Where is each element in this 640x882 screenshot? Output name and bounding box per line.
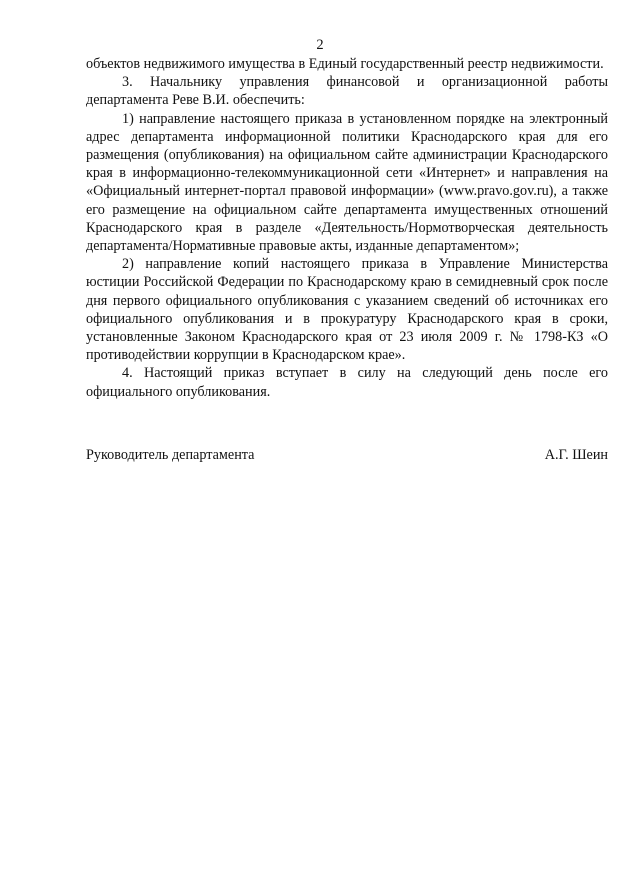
paragraph-item-3: 3. Начальнику управления финансовой и организационной работы департамента Реве В.И. обеспечить: [86,74,608,109]
paragraph-continuation: объектов недвижимого имущества в Единый государственный реестр недвижимости. [86,56,604,72]
signature-block [86,446,608,464]
paragraph-subitem-2: 2) направление копий настоящего приказа в Управление Министерства юстиции Российской Федерации по Краснодарскому краю в семидневный срок после дня первого официального опубликования с указанием сведений об источниках его официального опубликования и в прокуратуру Краснодарского края в сроки, установленные Законом Краснодарского края от 23 июля 2009 г. № 1798-КЗ «О противодействии коррупции в Краснодарском крае». [86,256,608,364]
paragraph-subitem-1: 1) направление настоящего приказа в установленном порядке на электронный адрес департамента информационной политики Краснодарского края для его размещения (опубликования) на официальном сайте администрации Краснодарского края в информационно-телекоммуникационной сети «Интернет» и направления на «Официальный интернет-портал правовой информации» (www.pravo.gov.ru), а также его размещение на официальном сайте департамента имущественных отношений Краснодарского края в разделе «Деятельность/Нормотворческая деятельность департамента/Нормативные правовые акты, изданные департаментом»; [86,110,608,255]
page-number: 2 [316,37,324,53]
signatory-name: А.Г. Шеин [544,447,608,463]
signatory-position: Руководитель департамента [86,447,255,463]
document-body [86,55,608,401]
paragraph-item-4: 4. Настоящий приказ вступает в силу на следующий день после его официального опубликования. [86,365,608,400]
